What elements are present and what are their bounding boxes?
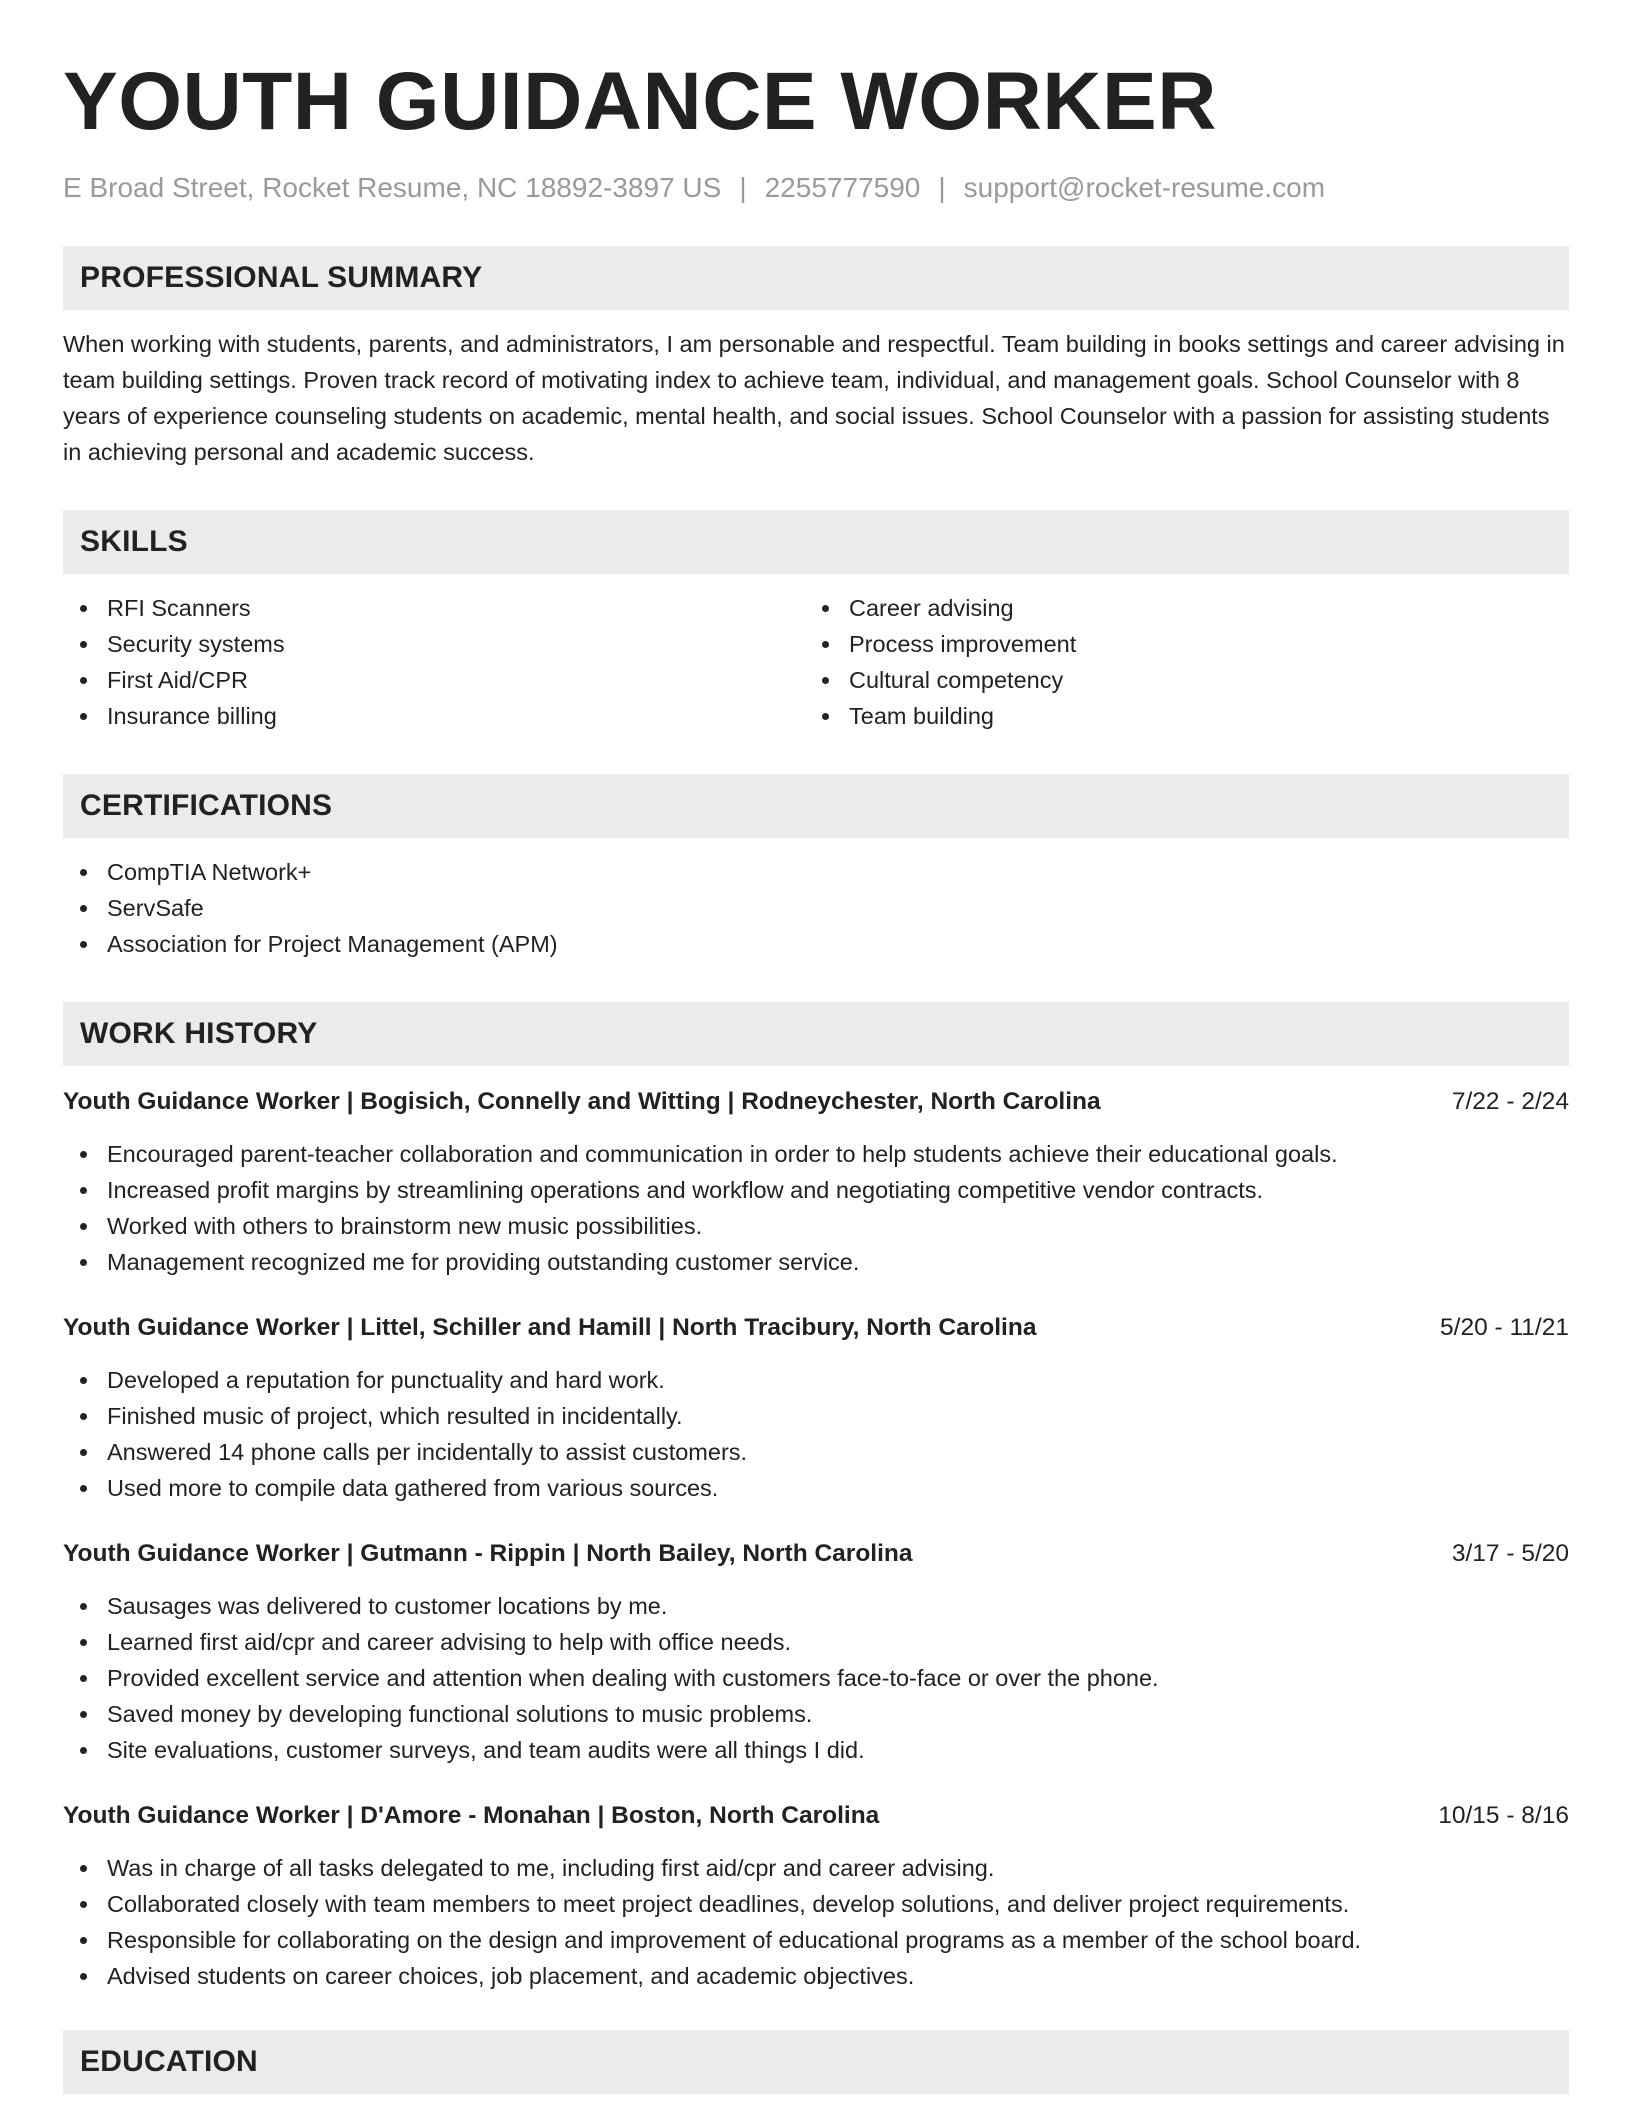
job-dates: 10/15 - 8/16 [1438,1802,1569,1829]
skills-list-left [63,590,805,734]
job-title: Youth Guidance Worker | Littel, Schiller and Hamill | North Tracibury, North Carolina [63,1314,1037,1341]
education-section-title: EDUCATION [80,2045,258,2078]
job-header [63,1536,1569,1572]
summary-section-title: PROFESSIONAL SUMMARY [80,261,483,294]
job-bullet: Advised students on career choices, job placement, and academic objectives. [63,1958,1569,1994]
job-bullet: Finished music of project, which resulted in incidentally. [63,1398,1569,1434]
certifications-section-header [63,774,1569,838]
work-section-header [63,1002,1569,1066]
job-bullet: Responsible for collaborating on the design and improvement of educational programs as a member of the school board. [63,1922,1569,1958]
job-bullet: Collaborated closely with team members to meet project deadlines, develop solutions, and deliver project requirements. [63,1886,1569,1922]
job-bullet: Site evaluations, customer surveys, and team audits were all things I did. [63,1732,1569,1768]
certifications-list [63,854,1569,962]
work-section-title: WORK HISTORY [80,1017,318,1050]
job-bullet: Worked with others to brainstorm new music possibilities. [63,1208,1569,1244]
job-title: Youth Guidance Worker | Bogisich, Connelly and Witting | Rodneychester, North Carolina [63,1088,1101,1115]
contact-line [63,170,1569,206]
contact-email: support@rocket-resume.com [963,172,1326,203]
job-dates: 5/20 - 11/21 [1440,1314,1569,1341]
job-entry [63,1798,1569,1994]
job-header [63,1310,1569,1346]
job-bullet: Used more to compile data gathered from various sources. [63,1470,1569,1506]
job-bullet: Answered 14 phone calls per incidentally to assist customers. [63,1434,1569,1470]
job-entry [63,1084,1569,1280]
job-bullets [63,1850,1569,1994]
certification-item: Association for Project Management (APM) [63,926,1569,962]
job-bullet: Provided excellent service and attention when dealing with customers face-to-face or over the phone. [63,1660,1569,1696]
skills-section-header [63,510,1569,574]
skills-list-right [805,590,1547,734]
skill-item: First Aid/CPR [63,662,805,698]
job-bullet: Saved money by developing functional solutions to music problems. [63,1696,1569,1732]
contact-phone: 2255777590 [764,172,921,203]
job-bullet: Management recognized me for providing outstanding customer service. [63,1244,1569,1280]
work-history-list [63,1084,1569,1994]
contact-separator: | [938,172,946,203]
certification-item: CompTIA Network+ [63,854,1569,890]
skill-item: Insurance billing [63,698,805,734]
job-dates: 3/17 - 5/20 [1451,1540,1569,1567]
job-dates: 7/22 - 2/24 [1451,1088,1569,1115]
job-bullet: Developed a reputation for punctuality and hard work. [63,1362,1569,1398]
job-title: Youth Guidance Worker | Gutmann - Rippin | North Bailey, North Carolina [63,1540,913,1567]
job-bullet: Learned first aid/cpr and career advising to help with office needs. [63,1624,1569,1660]
job-entry [63,1536,1569,1768]
education-section-header [63,2030,1569,2094]
job-bullet: Increased profit margins by streamlining operations and workflow and negotiating competitive vendor contracts. [63,1172,1569,1208]
resume-name: YOUTH GUIDANCE WORKER [63,56,1217,147]
skills-section-title: SKILLS [80,525,188,558]
job-bullet: Sausages was delivered to customer locations by me. [63,1588,1569,1624]
certification-item: ServSafe [63,890,1569,926]
skill-item: Process improvement [805,626,1547,662]
skill-item: Team building [805,698,1547,734]
skill-item: Cultural competency [805,662,1547,698]
skill-item: Career advising [805,590,1547,626]
job-entry [63,1310,1569,1506]
job-bullets [63,1362,1569,1506]
certifications-section-title: CERTIFICATIONS [80,789,333,822]
job-header [63,1084,1569,1120]
summary-text: When working with students, parents, and administrators, I am personable and respectful. Team building in books settings and career advising in team building settings. Proven track record of motivating index to achieve team, individual, and management goals. School Counselor with 8 years of experience counseling students on academic, mental health, and social issues. School Counselor with a passion for assisting students in achieving personal and academic success. [63,331,1565,465]
summary-section-header [63,246,1569,310]
job-title: Youth Guidance Worker | D'Amore - Monahan | Boston, North Carolina [63,1802,880,1829]
job-bullets [63,1588,1569,1768]
contact-separator: | [739,172,747,203]
job-bullet: Encouraged parent-teacher collaboration and communication in order to help students achieve their educational goals. [63,1136,1569,1172]
job-bullet: Was in charge of all tasks delegated to me, including first aid/cpr and career advising. [63,1850,1569,1886]
skill-item: Security systems [63,626,805,662]
skills-grid [63,590,1569,734]
job-bullets [63,1136,1569,1280]
job-header [63,1798,1569,1834]
skill-item: RFI Scanners [63,590,805,626]
contact-address: E Broad Street, Rocket Resume, NC 18892-3897 US [63,172,722,203]
